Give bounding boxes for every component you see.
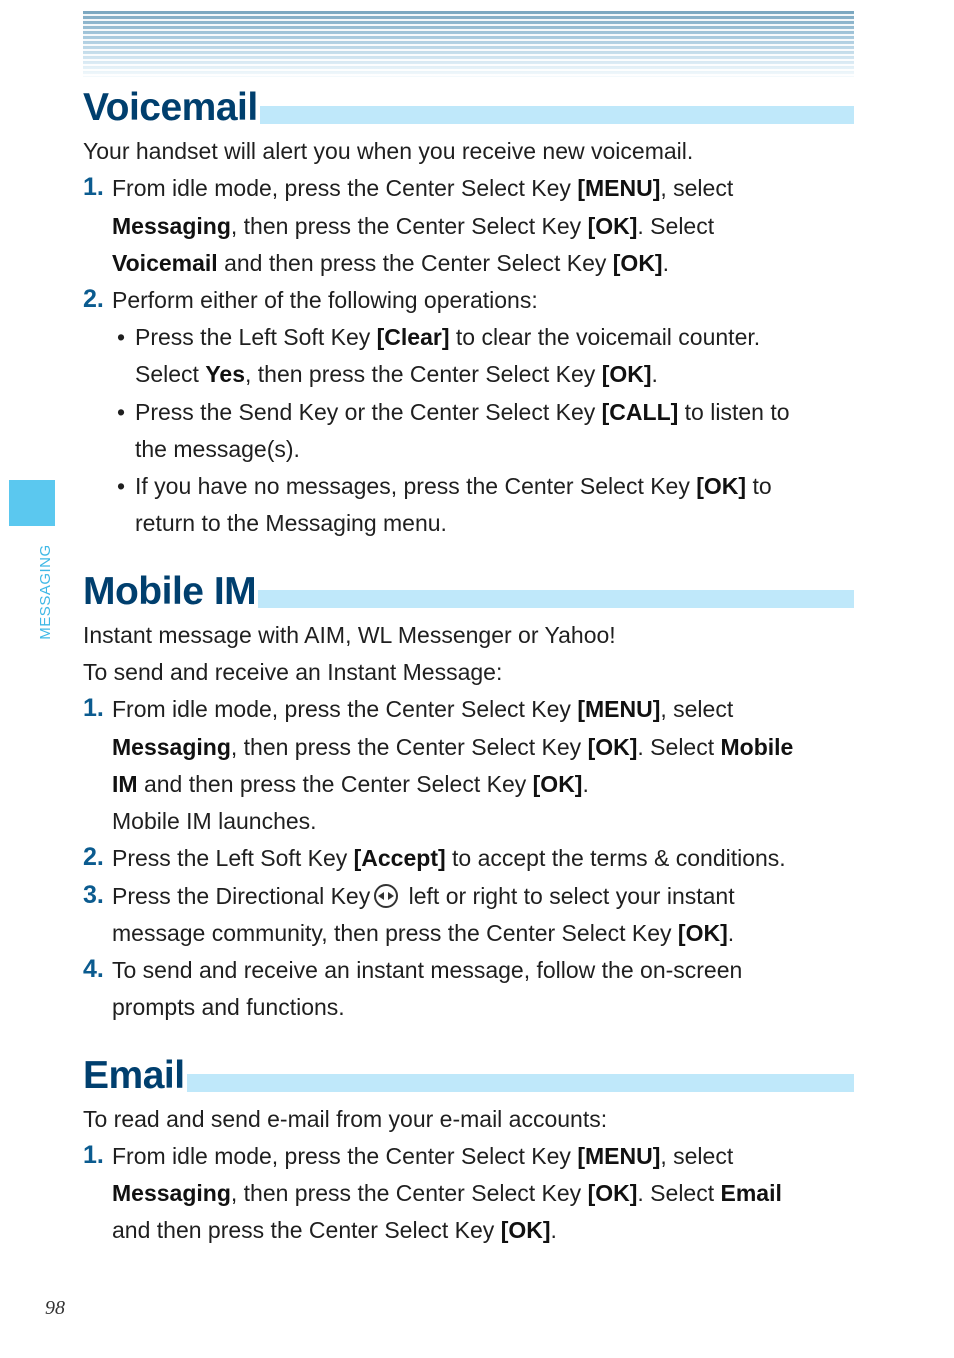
step-text: Mobile IM launches. xyxy=(112,808,317,834)
bullet-text: Press the Left Soft Key [Clear] to clear the voicemail counter. xyxy=(135,324,761,350)
step-text: To send and receive an instant message, follow the on-screen xyxy=(112,957,743,983)
mobile-im-intro: To send and receive an Instant Message: xyxy=(83,659,503,685)
step-number: 2. xyxy=(83,285,104,313)
step-text: prompts and functions. xyxy=(112,994,345,1020)
page-number: 98 xyxy=(45,1297,65,1319)
step-number: 3. xyxy=(83,881,104,909)
step-text: From idle mode, press the Center Select Key [MENU], select xyxy=(112,696,734,722)
header-decoration-band xyxy=(83,11,854,77)
mobile-im-heading xyxy=(83,570,854,614)
step-number: 1. xyxy=(83,173,104,201)
section-tab-label: MESSAGING xyxy=(37,544,54,640)
step-text: Messaging, then press the Center Select Key [OK]. Select xyxy=(112,213,715,239)
voicemail-heading xyxy=(83,86,854,130)
step-text: IM and then press the Center Select Key [OK]. xyxy=(112,771,589,797)
bullet-text: the message(s). xyxy=(135,436,300,462)
step-number: 4. xyxy=(83,955,104,983)
voicemail-title: Voicemail xyxy=(83,86,258,129)
bullet-text: return to the Messaging menu. xyxy=(135,510,447,536)
section-tab-marker xyxy=(9,480,55,526)
email-title: Email xyxy=(83,1054,185,1097)
bullet-text: Press the Send Key or the Center Select Key [CALL] to listen to xyxy=(135,399,790,425)
bullet-mark: • xyxy=(117,399,126,425)
directional-key-icon xyxy=(374,884,398,908)
heading-underline-bar xyxy=(83,1074,854,1092)
mobile-im-title: Mobile IM xyxy=(83,570,257,613)
step-text: Press the Left Soft Key [Accept] to accept the terms & conditions. xyxy=(112,845,786,871)
step-text: Voicemail and then press the Center Select Key [OK]. xyxy=(112,250,669,276)
step-text: From idle mode, press the Center Select Key [MENU], select xyxy=(112,175,734,201)
step-text: Messaging, then press the Center Select Key [OK]. Select Email xyxy=(112,1180,782,1206)
step-number: 2. xyxy=(83,843,104,871)
step-text: Messaging, then press the Center Select Key [OK]. Select Mobile xyxy=(112,734,794,760)
bullet-mark: • xyxy=(117,473,126,499)
step-text: Press the Directional Key left or right to select your instant xyxy=(112,883,735,909)
bullet-text: Select Yes, then press the Center Select Key [OK]. xyxy=(135,361,658,387)
step-text: message community, then press the Center Select Key [OK]. xyxy=(112,920,735,946)
step-text: From idle mode, press the Center Select Key [MENU], select xyxy=(112,1143,734,1169)
bullet-mark: • xyxy=(117,324,126,350)
email-intro: To read and send e-mail from your e-mail accounts: xyxy=(83,1106,608,1132)
step-text: Perform either of the following operations: xyxy=(112,287,538,313)
step-number: 1. xyxy=(83,694,104,722)
step-number: 1. xyxy=(83,1141,104,1169)
mobile-im-intro: Instant message with AIM, WL Messenger or Yahoo! xyxy=(83,622,616,648)
email-heading xyxy=(83,1054,854,1098)
bullet-text: If you have no messages, press the Center Select Key [OK] to xyxy=(135,473,772,499)
voicemail-intro: Your handset will alert you when you receive new voicemail. xyxy=(83,138,694,164)
step-text: and then press the Center Select Key [OK]. xyxy=(112,1217,557,1243)
